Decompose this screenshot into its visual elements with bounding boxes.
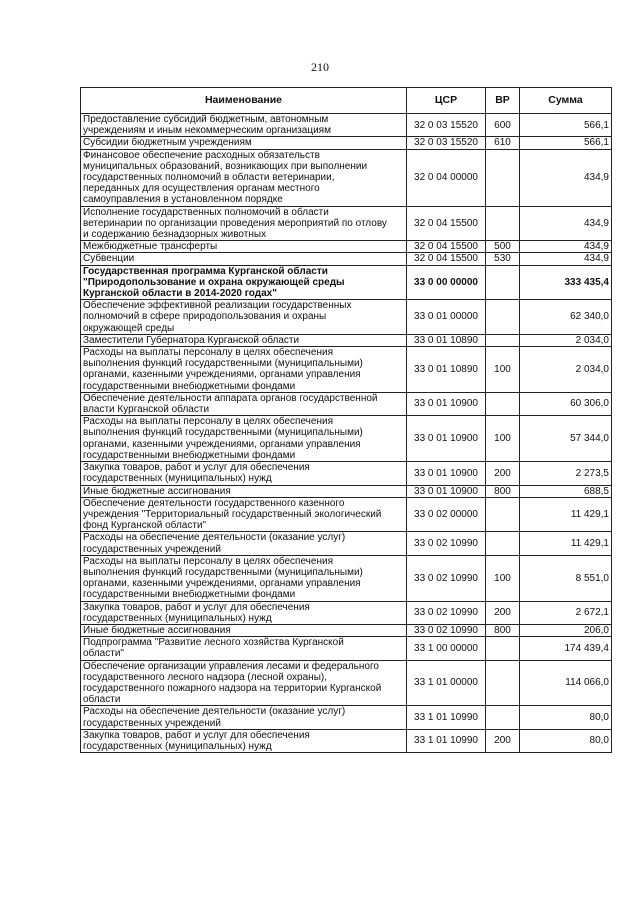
row-vr — [486, 149, 520, 206]
header-name: Наименование — [81, 88, 407, 114]
row-name-line: Межбюджетные трансферты — [83, 241, 218, 253]
row-csr: 33 0 02 10990 — [407, 601, 486, 624]
row-name — [81, 265, 407, 300]
row-csr: 33 0 02 10990 — [407, 532, 486, 555]
row-sum: 62 340,0 — [520, 300, 612, 335]
row-name-line: ветеринарии по организации проведения мероприятий по отлову — [83, 217, 387, 229]
row-sum: 566,1 — [520, 114, 612, 137]
row-vr — [486, 497, 520, 532]
row-csr: 32 0 03 15520 — [407, 137, 486, 149]
table-row — [81, 149, 612, 206]
row-csr: 32 0 03 15520 — [407, 114, 486, 137]
row-name-line: "Природопользование и охрана окружающей среды — [83, 276, 345, 288]
row-sum: 11 429,1 — [520, 532, 612, 555]
row-csr: 33 0 02 10990 — [407, 624, 486, 636]
row-name-line: государственного лесного надзора (лесной охраны), — [83, 671, 327, 683]
row-name-line: государственных полномочий в области ветеринарии, — [83, 172, 335, 184]
table-row — [81, 462, 612, 485]
row-vr: 800 — [486, 485, 520, 497]
row-name-line: области — [83, 694, 121, 706]
row-sum: 2 034,0 — [520, 347, 612, 393]
row-name — [81, 416, 407, 462]
row-name-line: Заместители Губернатора Курганской области — [83, 334, 300, 346]
row-name-line: Закупка товаров, работ и услуг для обеспечения — [83, 601, 310, 613]
row-csr: 33 0 01 10900 — [407, 416, 486, 462]
row-vr — [486, 637, 520, 660]
table-row — [81, 706, 612, 729]
row-vr — [486, 532, 520, 555]
row-name-line: власти Курганской области — [83, 404, 210, 416]
table-header-row — [81, 88, 612, 114]
header-sum: Сумма — [520, 88, 612, 114]
row-csr: 33 0 01 10890 — [407, 334, 486, 346]
row-name-line: учреждениям и иным некоммерческим организациям — [83, 125, 331, 137]
row-csr: 33 1 01 00000 — [407, 660, 486, 706]
row-sum: 60 306,0 — [520, 392, 612, 415]
row-name-line: учреждения "Территориальный государственный экологический — [83, 508, 382, 520]
row-csr: 33 1 01 10990 — [407, 729, 486, 752]
row-name-line: самоуправления в установленном порядке — [83, 194, 283, 206]
row-name — [81, 149, 407, 206]
row-name-line: Расходы на обеспечение деятельности (оказание услуг) — [83, 706, 346, 718]
row-name — [81, 601, 407, 624]
table-row — [81, 416, 612, 462]
table-row — [81, 137, 612, 149]
row-name — [81, 241, 407, 253]
row-name-line: Субвенции — [83, 253, 135, 265]
budget-table — [80, 87, 612, 753]
row-name-line: области" — [83, 648, 124, 660]
row-sum: 688,5 — [520, 485, 612, 497]
row-name-line: Закупка товаров, работ и услуг для обеспечения — [83, 462, 310, 474]
row-name — [81, 485, 407, 497]
row-sum: 2 273,5 — [520, 462, 612, 485]
row-sum: 2 034,0 — [520, 334, 612, 346]
row-name-line: государственного пожарного надзора на территории Курганской — [83, 682, 382, 694]
row-name — [81, 706, 407, 729]
row-sum: 8 551,0 — [520, 555, 612, 601]
row-csr: 33 0 01 10900 — [407, 392, 486, 415]
table-body — [81, 114, 612, 753]
row-vr: 200 — [486, 601, 520, 624]
row-sum: 333 435,4 — [520, 265, 612, 300]
row-name-line: органами, казенными учреждениями, органами управления — [83, 369, 361, 381]
table-row — [81, 497, 612, 532]
row-csr: 33 1 00 00000 — [407, 637, 486, 660]
row-csr: 33 0 02 00000 — [407, 497, 486, 532]
row-csr: 33 0 01 10900 — [407, 485, 486, 497]
row-name — [81, 114, 407, 137]
row-name — [81, 624, 407, 636]
row-csr: 32 0 04 15500 — [407, 206, 486, 241]
row-name — [81, 532, 407, 555]
row-vr — [486, 334, 520, 346]
row-sum: 434,9 — [520, 241, 612, 253]
row-name — [81, 300, 407, 335]
row-name — [81, 637, 407, 660]
row-csr: 32 0 04 15500 — [407, 253, 486, 265]
row-vr: 500 — [486, 241, 520, 253]
table-row — [81, 253, 612, 265]
row-sum: 434,9 — [520, 206, 612, 241]
row-vr: 530 — [486, 253, 520, 265]
row-name-line: Курганской области в 2014-2020 годах" — [83, 288, 277, 300]
row-name-line: органами, казенными учреждениями, органами управления — [83, 438, 361, 450]
row-name — [81, 347, 407, 393]
row-name — [81, 555, 407, 601]
row-name — [81, 253, 407, 265]
row-sum: 174 439,4 — [520, 637, 612, 660]
row-csr: 33 0 01 10890 — [407, 347, 486, 393]
row-csr: 33 1 01 10990 — [407, 706, 486, 729]
row-name — [81, 392, 407, 415]
row-name — [81, 137, 407, 149]
table-row — [81, 532, 612, 555]
row-name-line: государственными внебюджетными фондами — [83, 380, 296, 392]
table-row — [81, 265, 612, 300]
row-name-line: государственными внебюджетными фондами — [83, 589, 296, 601]
table-row — [81, 729, 612, 752]
row-name-line: государственных учреждений — [83, 717, 221, 729]
table-row — [81, 624, 612, 636]
table-row — [81, 660, 612, 706]
row-csr: 33 0 01 10900 — [407, 462, 486, 485]
row-name-line: государственных (муниципальных) нужд — [83, 473, 272, 485]
row-name-line: полномочий в сфере природопользования и охраны — [83, 311, 327, 323]
row-name — [81, 729, 407, 752]
row-name-line: Иные бюджетные ассигнования — [83, 624, 231, 636]
row-name-line: Расходы на выплаты персоналу в целях обеспечения — [83, 555, 333, 567]
row-name-line: Подпрограмма "Развитие лесного хозяйства Курганской — [83, 637, 344, 649]
row-sum: 80,0 — [520, 706, 612, 729]
row-csr: 33 0 00 00000 — [407, 265, 486, 300]
row-name-line: Обеспечение организации управления лесами и федерального — [83, 660, 379, 672]
row-vr — [486, 300, 520, 335]
row-name-line: государственных учреждений — [83, 543, 221, 555]
row-vr: 100 — [486, 416, 520, 462]
row-sum: 57 344,0 — [520, 416, 612, 462]
table-row — [81, 485, 612, 497]
row-vr: 200 — [486, 729, 520, 752]
row-vr: 600 — [486, 114, 520, 137]
row-name-line: выполнения функций государственными (муниципальными) — [83, 427, 363, 439]
row-sum: 434,9 — [520, 149, 612, 206]
row-vr — [486, 660, 520, 706]
row-name-line: переданных для осуществления органам местного — [83, 183, 320, 195]
header-vr: ВР — [486, 88, 520, 114]
table-row — [81, 114, 612, 137]
table-row — [81, 206, 612, 241]
row-name-line: государственных (муниципальных) нужд — [83, 740, 272, 752]
row-name-line: Закупка товаров, работ и услуг для обеспечения — [83, 729, 310, 741]
row-sum: 114 066,0 — [520, 660, 612, 706]
row-sum: 2 672,1 — [520, 601, 612, 624]
row-name-line: Предоставление субсидий бюджетным, автономным — [83, 114, 329, 125]
row-name-line: Расходы на обеспечение деятельности (оказание услуг) — [83, 532, 346, 544]
table-row — [81, 334, 612, 346]
row-sum: 206,0 — [520, 624, 612, 636]
row-name-line: государственными внебюджетными фондами — [83, 449, 296, 461]
row-sum: 434,9 — [520, 253, 612, 265]
row-name-line: Расходы на выплаты персоналу в целях обеспечения — [83, 347, 333, 359]
row-name — [81, 334, 407, 346]
table-row — [81, 241, 612, 253]
table-row — [81, 601, 612, 624]
row-name — [81, 660, 407, 706]
row-csr: 33 0 02 10990 — [407, 555, 486, 601]
table-row — [81, 555, 612, 601]
row-sum: 80,0 — [520, 729, 612, 752]
row-vr: 100 — [486, 347, 520, 393]
row-vr — [486, 392, 520, 415]
table-row — [81, 347, 612, 393]
row-vr — [486, 206, 520, 241]
table-row — [81, 637, 612, 660]
row-vr: 610 — [486, 137, 520, 149]
row-name-line: Расходы на выплаты персоналу в целях обеспечения — [83, 416, 333, 428]
table-row — [81, 392, 612, 415]
row-name-line: Обеспечение деятельности государственного казенного — [83, 497, 345, 509]
row-name — [81, 462, 407, 485]
row-name-line: Исполнение государственных полномочий в области — [83, 206, 329, 218]
row-csr: 32 0 04 00000 — [407, 149, 486, 206]
row-csr: 33 0 01 00000 — [407, 300, 486, 335]
row-csr: 32 0 04 15500 — [407, 241, 486, 253]
row-name-line: Обеспечение деятельности аппарата органов государственной — [83, 392, 378, 404]
row-name-line: Обеспечение эффективной реализации государственных — [83, 300, 352, 312]
header-csr: ЦСР — [407, 88, 486, 114]
row-name-line: окружающей среды — [83, 322, 175, 334]
row-name-line: выполнения функций государственными (муниципальными) — [83, 358, 363, 370]
row-name-line: и содержанию безнадзорных животных — [83, 229, 267, 241]
row-name-line: органами, казенными учреждениями, органами управления — [83, 578, 361, 590]
row-sum: 11 429,1 — [520, 497, 612, 532]
row-vr: 800 — [486, 624, 520, 636]
row-name-line: Иные бюджетные ассигнования — [83, 485, 231, 497]
row-sum: 566,1 — [520, 137, 612, 149]
row-name-line: Государственная программа Курганской области — [83, 265, 328, 277]
row-name-line: Субсидии бюджетным учреждениям — [83, 137, 252, 149]
row-name-line: муниципальных образований, возникающих при выполнении — [83, 160, 368, 172]
table-row — [81, 300, 612, 335]
row-name-line: государственных (муниципальных) нужд — [83, 612, 272, 624]
row-vr — [486, 265, 520, 300]
page-number: 210 — [311, 60, 329, 74]
row-name-line: выполнения функций государственными (муниципальными) — [83, 566, 363, 578]
row-vr: 100 — [486, 555, 520, 601]
row-name — [81, 206, 407, 241]
row-vr: 200 — [486, 462, 520, 485]
row-vr — [486, 706, 520, 729]
row-name — [81, 497, 407, 532]
row-name-line: Финансовое обеспечение расходных обязательств — [83, 149, 320, 161]
row-name-line: фонд Курганской области" — [83, 520, 207, 532]
